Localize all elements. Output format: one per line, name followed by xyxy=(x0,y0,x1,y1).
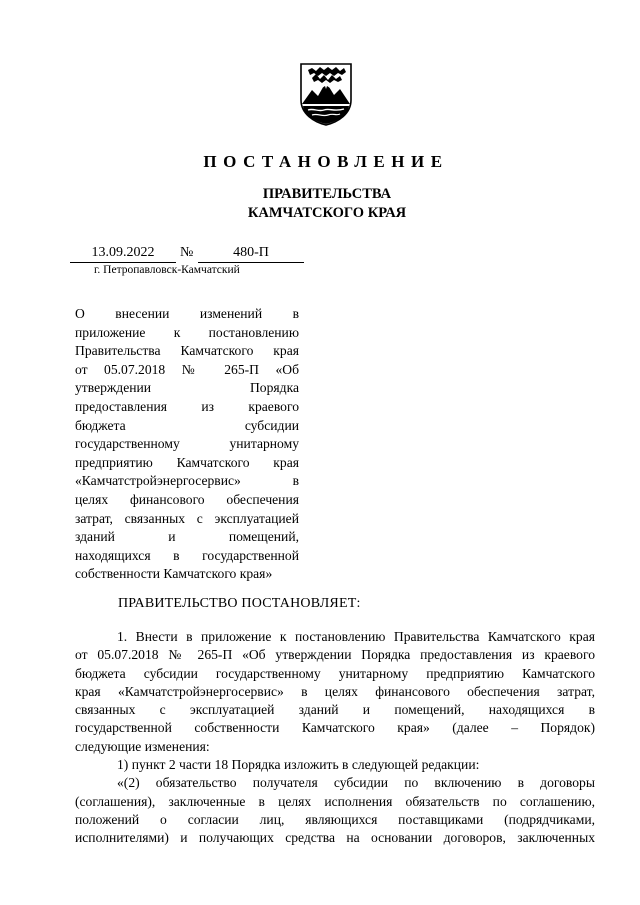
subject-line: Правительства Камчатского края xyxy=(75,343,299,359)
government-line-2: КАМЧАТСКОГО КРАЯ xyxy=(247,205,407,221)
subject-line: предприятию Камчатского края xyxy=(75,454,299,470)
document-number: 480-П xyxy=(233,245,269,260)
coat-of-arms-emblem xyxy=(298,62,354,126)
body-line: 1) пункт 2 части 18 Порядка изложить в следующей редакции: xyxy=(117,757,480,773)
subject-line: от 05.07.2018 № 265-П «Об xyxy=(75,361,299,377)
body-line: связанных с эксплуатацией зданий и помещений, находящихся в xyxy=(75,702,595,718)
subject-line: находящихся в государственной xyxy=(75,547,299,563)
subject-line: утверждении Порядка xyxy=(75,380,299,396)
body-line: края «Камчатстройэнергосервис» в целях финансового обеспечения затрат, xyxy=(75,683,595,699)
number-sign: № xyxy=(180,245,194,260)
subject-line: затрат, связанных с эксплуатацией xyxy=(75,510,299,526)
document-date: 13.09.2022 xyxy=(91,245,155,260)
subject-line: «Камчатстройэнергосервис» в xyxy=(75,473,299,489)
body-line: государственной собственности Камчатского края» (далее – Порядок) xyxy=(75,720,595,736)
body-line: «(2) обязательство получателя субсидии по включению в договоры xyxy=(117,775,595,791)
date-underline xyxy=(70,262,176,263)
body-line: следующие изменения: xyxy=(75,738,210,754)
subject-line: О внесении изменений в xyxy=(75,306,299,321)
subject-line: предоставления из краевого xyxy=(75,398,299,414)
body-line: (соглашения), заключенные в целях исполнения обязательств по соглашению, xyxy=(75,793,595,809)
body-text xyxy=(75,628,595,848)
subject-block xyxy=(75,305,299,584)
body-line: исполнителями) и получающих средства на основании договоров, заключенных xyxy=(75,830,595,846)
city-line: г. Петропавловск-Камчатский xyxy=(94,264,240,276)
body-line: 1. Внести в приложение к постановлению Правительства Камчатского края xyxy=(117,629,595,644)
resolves-heading: ПРАВИТЕЛЬСТВО ПОСТАНОВЛЯЕТ: xyxy=(118,596,361,611)
body-line: от 05.07.2018 № 265-П «Об утверждении Порядка предоставления из краевого xyxy=(75,647,595,663)
subject-line: собственности Камчатского края» xyxy=(75,566,273,582)
government-line-1: ПРАВИТЕЛЬСТВА xyxy=(262,186,392,202)
subject-line: бюджета субсидии xyxy=(75,417,299,433)
subject-line: приложение к постановлению xyxy=(75,324,299,340)
number-underline xyxy=(198,262,304,263)
subject-line: государственному унитарному xyxy=(75,436,299,452)
body-line: бюджета субсидии государственному унитарному предприятию Камчатского xyxy=(75,665,595,681)
body-line: положений о согласии лиц, являющихся поставщиками (подрядчиками, xyxy=(75,811,595,827)
subject-line: целях финансового обеспечения xyxy=(75,491,299,507)
document-title: ПОСТАНОВЛЕНИЕ xyxy=(203,152,449,171)
subject-line: зданий и помещений, xyxy=(75,529,299,545)
